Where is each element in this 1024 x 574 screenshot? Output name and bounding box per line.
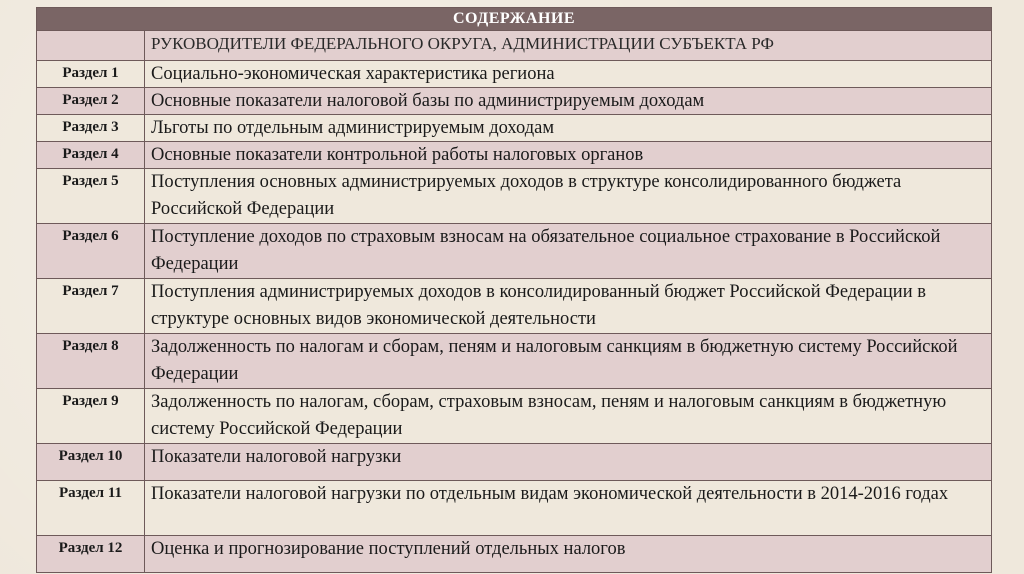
- section-title: Поступление доходов по страховым взносам на обязательное социальное страхование в Российской Федерации: [151, 227, 941, 274]
- section-label: Раздел 5: [37, 169, 145, 223]
- contents-table: [36, 7, 992, 573]
- section-title: Основные показатели налоговой базы по администрируемым доходам: [151, 91, 705, 111]
- section-label: Раздел 7: [37, 279, 145, 333]
- section-label: Раздел 8: [37, 334, 145, 388]
- empty-cell: [37, 31, 145, 60]
- section-title: Показатели налоговой нагрузки: [151, 447, 402, 467]
- section-title: Социально-экономическая характеристика региона: [151, 64, 555, 84]
- table-row: [37, 535, 991, 572]
- section-label: Раздел 11: [37, 481, 145, 535]
- table-title: СОДЕРЖАНИЕ: [452, 10, 576, 27]
- table-row: [37, 388, 991, 443]
- table-row: [37, 278, 991, 333]
- section-title: Показатели налоговой нагрузки по отдельным видам экономической деятельности в 2014-2016 годах: [151, 484, 949, 504]
- table-row: [37, 443, 991, 480]
- section-title: Поступления основных администрируемых доходов в структуре консолидированного бюджета Российской Федерации: [151, 172, 902, 219]
- table-subtitle-row: [37, 30, 991, 60]
- section-label: Раздел 12: [37, 536, 145, 572]
- table-row: [37, 168, 991, 223]
- section-title: Задолженность по налогам, сборам, страховым взносам, пеням и налоговым санкциям в бюджетную систему Российской Федерации: [151, 392, 947, 439]
- table-row: [37, 480, 991, 535]
- table-row: [37, 333, 991, 388]
- section-title: Задолженность по налогам и сборам, пеням и налоговым санкциям в бюджетную систему Российской Федерации: [151, 337, 958, 384]
- section-title: Основные показатели контрольной работы налоговых органов: [151, 145, 644, 165]
- table-subtitle: РУКОВОДИТЕЛИ ФЕДЕРАЛЬНОГО ОКРУГА, АДМИНИСТРАЦИИ СУБЪЕКТА РФ: [151, 34, 774, 53]
- section-title: Льготы по отдельным администрируемым доходам: [151, 118, 555, 138]
- section-label: Раздел 9: [37, 389, 145, 443]
- table-row: [37, 141, 991, 168]
- section-label: Раздел 4: [37, 142, 145, 168]
- table-row: [37, 223, 991, 278]
- section-label: Раздел 10: [37, 444, 145, 480]
- table-title-row: [37, 8, 991, 30]
- section-label: Раздел 1: [37, 61, 145, 87]
- section-label: Раздел 2: [37, 88, 145, 114]
- table-row: [37, 60, 991, 87]
- table-row: [37, 87, 991, 114]
- section-title: Оценка и прогнозирование поступлений отдельных налогов: [151, 539, 626, 559]
- section-title: Поступления администрируемых доходов в консолидированный бюджет Российской Федерации в структуре основных видов экономической деятельности: [151, 282, 926, 329]
- table-row: [37, 114, 991, 141]
- section-label: Раздел 6: [37, 224, 145, 278]
- section-label: Раздел 3: [37, 115, 145, 141]
